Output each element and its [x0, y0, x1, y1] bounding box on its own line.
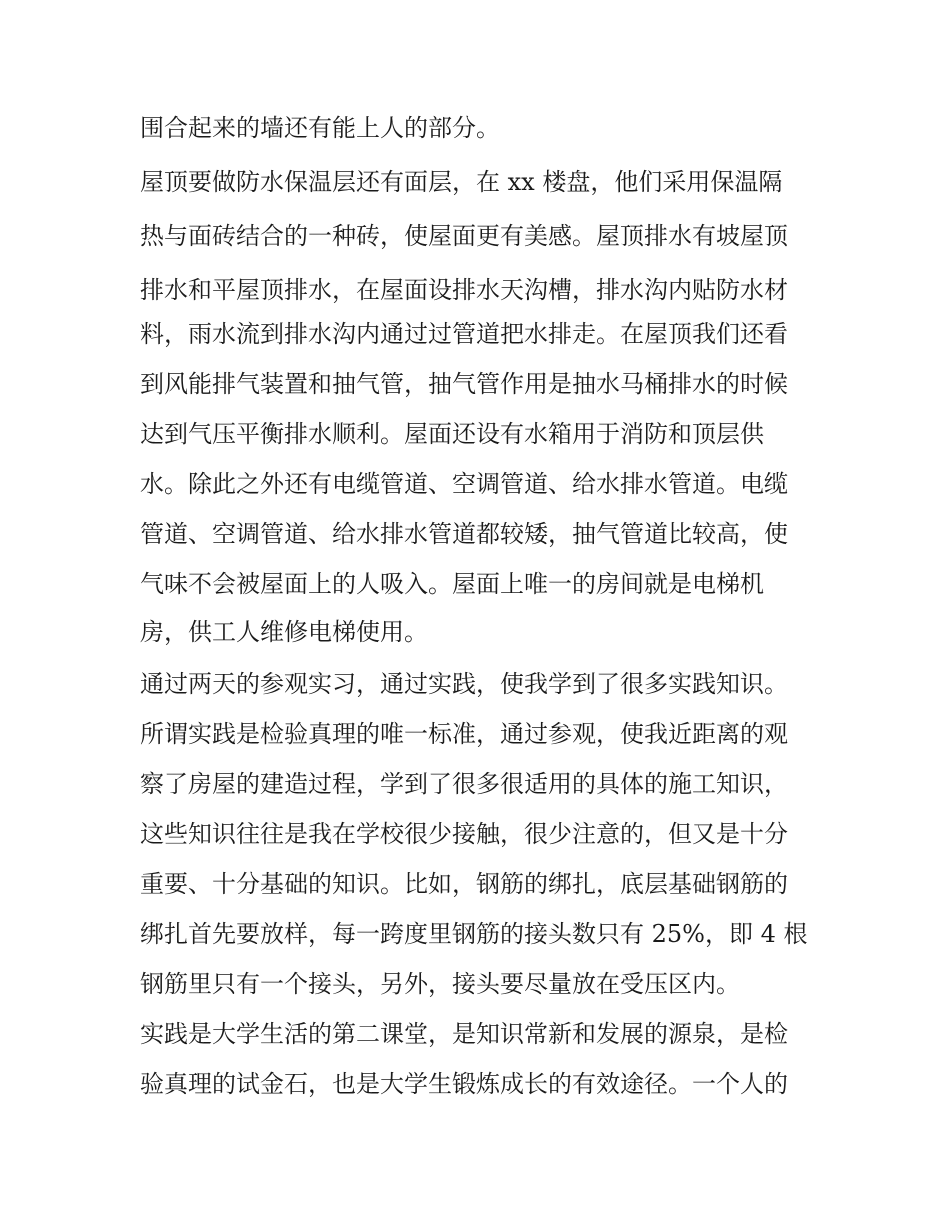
text-line: 料，雨水流到排水沟内通过过管道把水排走。在屋顶我们还看	[140, 320, 788, 348]
text-line: 这些知识往往是我在学校很少接触，很少注意的，但又是十分	[140, 820, 788, 848]
text-line: 绑扎首先要放样，每一跨度里钢筋的接头数只有 25%，即 4 根	[140, 920, 808, 948]
text-line: 围合起来的墙还有能上人的部分。	[140, 114, 500, 142]
text-line: 察了房屋的建造过程，学到了很多很适用的具体的施工知识，	[140, 770, 788, 798]
text-line: 气味不会被屋面上的人吸入。屋面上唯一的房间就是电梯机	[140, 570, 764, 598]
text-line: 验真理的试金石，也是大学生锻炼成长的有效途径。一个人的	[140, 1070, 788, 1098]
text-line: 排水和平屋顶排水，在屋面设排水天沟槽，排水沟内贴防水材	[140, 276, 788, 304]
text-line: 热与面砖结合的一种砖，使屋面更有美感。屋顶排水有坡屋顶	[140, 222, 788, 250]
text-line: 重要、十分基础的知识。比如，钢筋的绑扎，底层基础钢筋的	[140, 870, 788, 898]
text-line: 达到气压平衡排水顺利。屋面还设有水箱用于消防和顶层供	[140, 420, 764, 448]
text-line: 水。除此之外还有电缆管道、空调管道、给水排水管道。电缆	[140, 470, 788, 498]
text-line: 屋顶要做防水保温层还有面层，在 xx 楼盘，他们采用保温隔	[140, 168, 783, 196]
text-line: 钢筋里只有一个接头，另外，接头要尽量放在受压区内。	[140, 970, 740, 998]
text-line: 管道、空调管道、给水排水管道都较矮，抽气管道比较高，使	[140, 520, 788, 548]
text-line: 通过两天的参观实习，通过实践，使我学到了很多实践知识。	[140, 670, 788, 698]
text-line: 到风能排气装置和抽气管，抽气管作用是抽水马桶排水的时候	[140, 370, 788, 398]
text-line: 房，供工人维修电梯使用。	[140, 618, 428, 646]
text-line: 实践是大学生活的第二课堂，是知识常新和发展的源泉，是检	[140, 1020, 788, 1048]
text-line: 所谓实践是检验真理的唯一标准，通过参观，使我近距离的观	[140, 720, 788, 748]
